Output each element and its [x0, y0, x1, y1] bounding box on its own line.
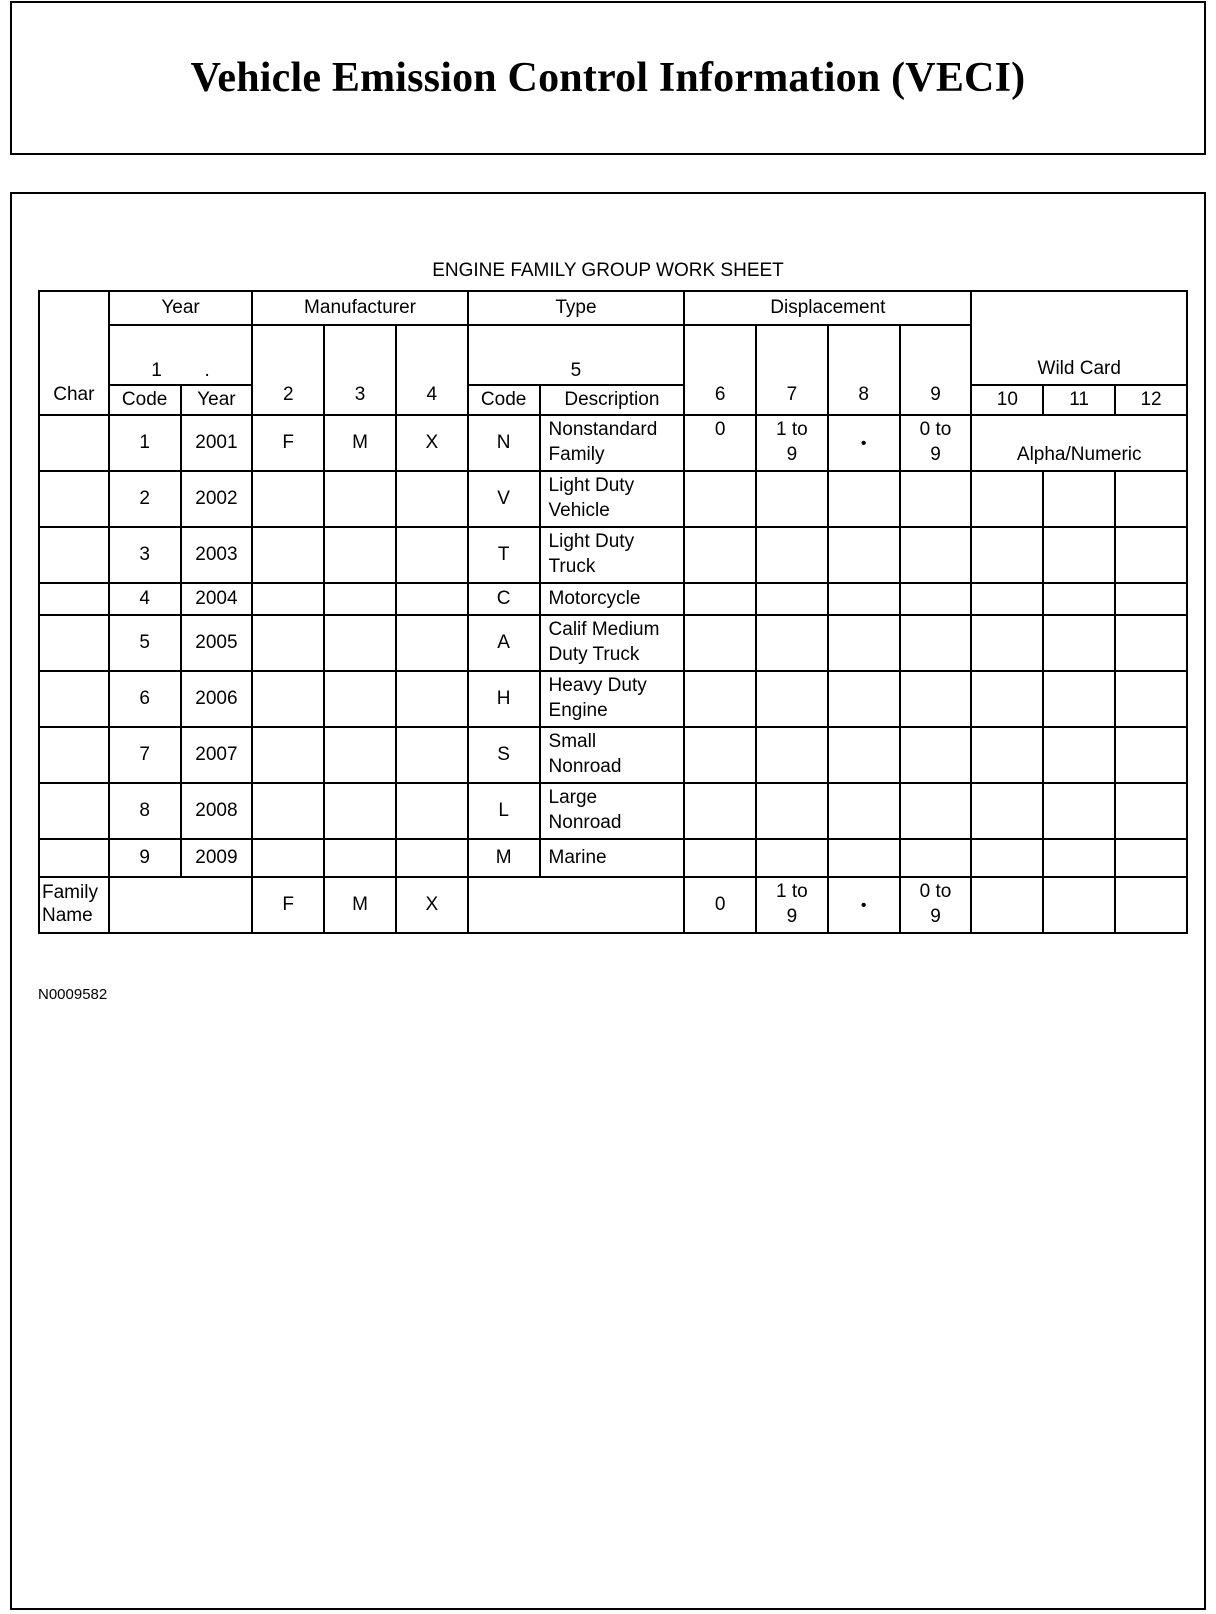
char-cell	[39, 471, 109, 527]
description-cell: Large Nonroad	[540, 783, 685, 839]
table-row	[39, 471, 1187, 527]
family-manufacturer-2: F	[252, 877, 324, 933]
description-cell: Marine	[540, 839, 685, 877]
empty-cell	[1115, 615, 1187, 671]
type-code-cell: M	[468, 839, 540, 877]
manufacturer-col-3: 3	[324, 325, 396, 415]
empty-cell	[1043, 839, 1115, 877]
manufacturer-col-2: 2	[252, 325, 324, 415]
empty-cell	[900, 471, 972, 527]
empty-cell	[252, 839, 324, 877]
empty-cell	[828, 727, 900, 783]
description-header: Description	[540, 385, 685, 415]
table-row	[39, 583, 1187, 615]
empty-cell	[1115, 783, 1187, 839]
displacement-6-cell: 0	[684, 415, 756, 471]
description-cell: Nonstandard Family	[540, 415, 685, 471]
empty-cell	[684, 471, 756, 527]
displacement-group-header: Displacement	[684, 291, 971, 325]
empty-cell	[1115, 583, 1187, 615]
empty-cell	[828, 839, 900, 877]
manufacturer-2-cell: F	[252, 415, 324, 471]
table-row	[39, 671, 1187, 727]
type-code-cell: H	[468, 671, 540, 727]
empty-cell	[1115, 839, 1187, 877]
family-name-row	[39, 877, 1187, 933]
char-cell	[39, 671, 109, 727]
empty-cell	[828, 783, 900, 839]
char-cell	[39, 615, 109, 671]
type-code-header: Code	[468, 385, 540, 415]
empty-cell	[324, 615, 396, 671]
displacement-col-6: 6	[684, 325, 756, 415]
empty-cell	[971, 783, 1043, 839]
empty-cell	[756, 583, 828, 615]
position-1: 1 .	[109, 325, 253, 385]
char-cell	[39, 527, 109, 583]
manufacturer-col-4: 4	[396, 325, 468, 415]
empty-cell	[756, 527, 828, 583]
empty-cell	[1115, 727, 1187, 783]
empty-cell	[684, 671, 756, 727]
empty-cell	[828, 583, 900, 615]
family-type-cell	[468, 877, 684, 933]
empty-cell	[971, 839, 1043, 877]
worksheet-panel	[10, 192, 1206, 1610]
empty-cell	[324, 727, 396, 783]
table-row	[39, 783, 1187, 839]
char-cell	[39, 415, 109, 471]
group-header-row	[39, 291, 1187, 325]
empty-cell	[900, 671, 972, 727]
empty-cell	[971, 615, 1043, 671]
empty-cell	[396, 727, 468, 783]
family-manufacturer-3: M	[324, 877, 396, 933]
wild-card-group-header: Wild Card	[971, 291, 1187, 385]
empty-cell	[396, 527, 468, 583]
family-wild-card-11	[1043, 877, 1115, 933]
empty-cell	[828, 615, 900, 671]
empty-cell	[900, 727, 972, 783]
table-row	[39, 615, 1187, 671]
empty-cell	[396, 583, 468, 615]
empty-cell	[971, 671, 1043, 727]
wild-card-col-11: 11	[1043, 385, 1115, 415]
empty-cell	[396, 839, 468, 877]
family-year-cell	[109, 877, 253, 933]
type-group-header: Type	[468, 291, 684, 325]
year-code-cell: 9	[109, 839, 181, 877]
empty-cell	[684, 783, 756, 839]
empty-cell	[684, 839, 756, 877]
empty-cell	[324, 527, 396, 583]
empty-cell	[396, 671, 468, 727]
type-code-cell: T	[468, 527, 540, 583]
year-cell: 2005	[181, 615, 253, 671]
empty-cell	[756, 727, 828, 783]
empty-cell	[900, 615, 972, 671]
displacement-7-cell: 1 to 9	[756, 415, 828, 471]
table-row	[39, 527, 1187, 583]
year-code-cell: 7	[109, 727, 181, 783]
empty-cell	[324, 783, 396, 839]
empty-cell	[252, 471, 324, 527]
empty-cell	[756, 839, 828, 877]
position-5: 5	[468, 325, 684, 385]
wild-card-col-12: 12	[1115, 385, 1187, 415]
empty-cell	[756, 783, 828, 839]
year-cell: 2009	[181, 839, 253, 877]
description-cell: Motorcycle	[540, 583, 685, 615]
empty-cell	[900, 527, 972, 583]
table-row	[39, 839, 1187, 877]
year-cell: 2003	[181, 527, 253, 583]
empty-cell	[1043, 783, 1115, 839]
empty-cell	[252, 615, 324, 671]
displacement-col-9: 9	[900, 325, 972, 415]
char-header: Char	[39, 291, 109, 415]
empty-cell	[684, 615, 756, 671]
year-code-cell: 6	[109, 671, 181, 727]
page-title: Vehicle Emission Control Information (VECI)	[190, 55, 1026, 101]
empty-cell	[684, 727, 756, 783]
char-cell	[39, 583, 109, 615]
type-code-cell: L	[468, 783, 540, 839]
empty-cell	[252, 783, 324, 839]
family-wild-card-10	[971, 877, 1043, 933]
empty-cell	[324, 671, 396, 727]
empty-cell	[900, 839, 972, 877]
year-code-header: Code	[109, 385, 181, 415]
wild-card-cell: Alpha/Numeric	[971, 415, 1187, 471]
table-row	[39, 727, 1187, 783]
year-code-cell: 5	[109, 615, 181, 671]
empty-cell	[1115, 471, 1187, 527]
displacement-9-cell: 0 to 9	[900, 415, 972, 471]
empty-cell	[684, 583, 756, 615]
empty-cell	[1043, 727, 1115, 783]
year-code-cell: 2	[109, 471, 181, 527]
description-cell: Heavy Duty Engine	[540, 671, 685, 727]
char-cell	[39, 783, 109, 839]
empty-cell	[1115, 527, 1187, 583]
empty-cell	[1115, 671, 1187, 727]
type-code-cell: N	[468, 415, 540, 471]
empty-cell	[1043, 471, 1115, 527]
year-cell: 2002	[181, 471, 253, 527]
family-displacement-9: 0 to 9	[900, 877, 972, 933]
column-header-row	[39, 385, 1187, 415]
empty-cell	[396, 615, 468, 671]
empty-cell	[324, 471, 396, 527]
empty-cell	[324, 839, 396, 877]
displacement-col-7: 7	[756, 325, 828, 415]
empty-cell	[324, 583, 396, 615]
empty-cell	[396, 783, 468, 839]
year-code-cell: 4	[109, 583, 181, 615]
type-code-cell: C	[468, 583, 540, 615]
year-group-header: Year	[109, 291, 253, 325]
empty-cell	[900, 783, 972, 839]
type-code-cell: S	[468, 727, 540, 783]
year-header: Year	[181, 385, 253, 415]
type-code-cell: A	[468, 615, 540, 671]
empty-cell	[971, 471, 1043, 527]
year-cell: 2006	[181, 671, 253, 727]
year-code-cell: 1	[109, 415, 181, 471]
description-cell: Light Duty Truck	[540, 527, 685, 583]
title-box	[10, 1, 1206, 155]
empty-cell	[828, 471, 900, 527]
manufacturer-4-cell: X	[396, 415, 468, 471]
description-cell: Calif Medium Duty Truck	[540, 615, 685, 671]
empty-cell	[252, 527, 324, 583]
family-displacement-8: •	[828, 877, 900, 933]
manufacturer-3-cell: M	[324, 415, 396, 471]
empty-cell	[1043, 583, 1115, 615]
year-cell: 2001	[181, 415, 253, 471]
description-cell: Light Duty Vehicle	[540, 471, 685, 527]
displacement-col-8: 8	[828, 325, 900, 415]
year-code-cell: 8	[109, 783, 181, 839]
worksheet-title: ENGINE FAMILY GROUP WORK SHEET	[432, 260, 784, 281]
description-cell: Small Nonroad	[540, 727, 685, 783]
family-displacement-6: 0	[684, 877, 756, 933]
year-cell: 2007	[181, 727, 253, 783]
document-id: N0009582	[38, 986, 108, 1003]
table-row	[39, 415, 1187, 471]
empty-cell	[252, 727, 324, 783]
empty-cell	[828, 671, 900, 727]
empty-cell	[900, 583, 972, 615]
empty-cell	[1043, 671, 1115, 727]
manufacturer-group-header: Manufacturer	[252, 291, 467, 325]
empty-cell	[756, 671, 828, 727]
empty-cell	[396, 471, 468, 527]
char-cell	[39, 727, 109, 783]
year-code-cell: 3	[109, 527, 181, 583]
empty-cell	[828, 527, 900, 583]
char-cell	[39, 839, 109, 877]
empty-cell	[756, 615, 828, 671]
empty-cell	[1043, 527, 1115, 583]
empty-cell	[252, 671, 324, 727]
family-name-label: Family Name	[39, 877, 109, 933]
empty-cell	[971, 583, 1043, 615]
displacement-8-cell: •	[828, 415, 900, 471]
empty-cell	[684, 527, 756, 583]
empty-cell	[1043, 615, 1115, 671]
year-cell: 2004	[181, 583, 253, 615]
type-code-cell: V	[468, 471, 540, 527]
empty-cell	[971, 527, 1043, 583]
family-displacement-7: 1 to 9	[756, 877, 828, 933]
empty-cell	[971, 727, 1043, 783]
family-wild-card-12	[1115, 877, 1187, 933]
empty-cell	[252, 583, 324, 615]
engine-family-table	[38, 290, 1188, 934]
wild-card-col-10: 10	[971, 385, 1043, 415]
family-manufacturer-4: X	[396, 877, 468, 933]
empty-cell	[756, 471, 828, 527]
year-cell: 2008	[181, 783, 253, 839]
